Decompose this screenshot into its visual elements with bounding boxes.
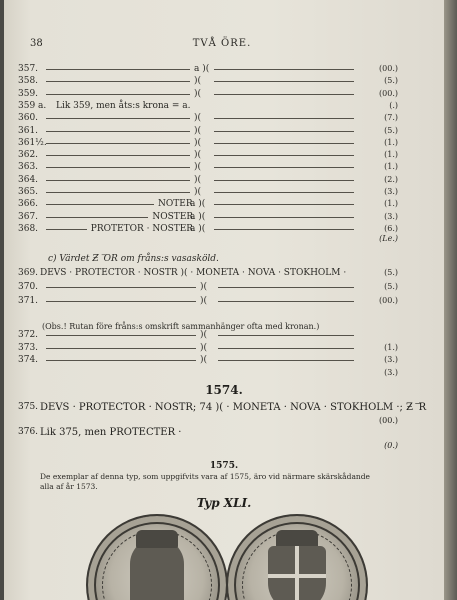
entry-376	[18, 427, 398, 441]
type-heading: Typ XLI.	[196, 496, 252, 510]
entry-value: (7.)	[384, 113, 398, 123]
entry-value: (2.)	[384, 174, 398, 184]
dotted-rule	[214, 204, 354, 205]
entry-value: (6.)	[384, 223, 398, 233]
book-page	[4, 0, 444, 600]
separator: a )(	[194, 64, 210, 74]
catalog-row	[18, 234, 398, 246]
coin-reverse-image	[226, 514, 366, 600]
year-heading-1575: 1575.	[209, 461, 239, 471]
entry-value: (3.)	[384, 187, 398, 196]
dotted-rule	[46, 143, 190, 144]
entry-number: 372.	[18, 330, 39, 340]
separator: )(	[200, 296, 208, 306]
dotted-rule	[46, 229, 87, 230]
entry-number: 357.	[18, 64, 39, 74]
dotted-rule	[218, 360, 354, 361]
separator: )(	[200, 330, 208, 340]
entry-value: (0.)	[384, 441, 398, 450]
catalog-row	[18, 199, 398, 211]
dotted-rule	[214, 81, 354, 82]
dotted-rule	[46, 69, 190, 70]
dotted-rule	[214, 217, 354, 218]
entry-number: 358.	[18, 76, 39, 87]
entry-number: 362.	[18, 150, 39, 161]
section-heading-c: c) Värdet Ƶ ͞ OR om fråns:s vasasköld.	[48, 254, 219, 264]
dotted-rule	[46, 94, 190, 95]
entry-number: 368.	[18, 223, 39, 234]
entry-text: DEVS · PROTECTOR · NOSTR )( · MONETA · NOVA · STOKHOLM ·	[40, 268, 347, 278]
catalog-row	[18, 355, 398, 367]
dotted-rule	[214, 180, 354, 181]
entry-value: (1.)	[384, 199, 398, 209]
page-title: TVÅ ÖRE.	[192, 38, 252, 49]
entry-375	[18, 402, 427, 416]
separator: )(	[194, 187, 202, 197]
separator: a )(	[190, 211, 206, 222]
entry-value: (00.)	[379, 296, 398, 305]
entry-value: (00.)	[379, 88, 398, 98]
entry-number: 361.	[18, 125, 39, 136]
dotted-rule	[46, 192, 190, 193]
entry-number: 371.	[18, 296, 39, 306]
separator: a )(	[190, 199, 206, 210]
separator: )(	[200, 342, 208, 353]
separator: )(	[194, 137, 202, 148]
obs-note: (Obs.! Rutan före fråns:s omskrift sammanhänger ofta med kronan.)	[42, 322, 320, 331]
coin-reverse	[226, 514, 368, 600]
dotted-rule	[46, 180, 190, 181]
book-spine-edge	[444, 0, 457, 600]
coin-obverse	[86, 514, 228, 600]
separator: )(	[194, 88, 202, 99]
catalog-row	[18, 113, 398, 125]
entry-number: 363.	[18, 162, 39, 173]
catalog-row	[18, 89, 398, 101]
dotted-rule	[46, 155, 190, 156]
catalog-row	[18, 187, 398, 199]
separator: )(	[200, 282, 208, 292]
catalog-row	[18, 175, 398, 187]
dotted-rule	[214, 118, 354, 119]
entry-number: 366.	[18, 199, 39, 210]
dotted-rule	[214, 69, 354, 70]
separator: )(	[194, 162, 202, 173]
catalog-row	[18, 368, 398, 380]
separator: )(	[194, 150, 202, 161]
catalog-row	[18, 101, 398, 113]
entry-value: (.)	[389, 100, 398, 110]
dotted-rule	[218, 335, 354, 336]
catalog-row	[18, 212, 398, 224]
footnote-line-1: De exemplar af denna typ, som uppgifvits vara af 1575, äro vid närmare skärskådande	[40, 472, 370, 481]
dotted-rule	[218, 287, 354, 288]
dotted-rule	[46, 348, 196, 349]
catalog-row	[18, 268, 398, 280]
dotted-rule	[46, 217, 148, 218]
catalog-row	[18, 150, 398, 162]
dotted-rule	[214, 167, 354, 168]
catalog-row	[18, 126, 398, 138]
entry-value: (3.)	[384, 367, 398, 377]
entry-text: Lik 359, men åts:s krona = a.	[56, 100, 191, 111]
entry-value: (3.)	[384, 211, 398, 221]
entry-number: 361½.	[18, 137, 47, 148]
entry-number: 367.	[18, 211, 39, 222]
entry-number: 375.	[18, 402, 39, 412]
entry-text: Lik 375, men PROTECTER ·	[40, 427, 182, 438]
entry-value: (5.)	[384, 76, 398, 86]
dotted-rule	[46, 335, 196, 336]
entry-value: (00.)	[379, 64, 398, 73]
catalog-row	[18, 138, 398, 150]
dotted-rule	[214, 94, 354, 95]
coin-obverse-image	[86, 514, 226, 600]
entry-number: 374.	[18, 355, 39, 366]
separator: )(	[194, 76, 202, 87]
dotted-rule	[214, 143, 354, 144]
dotted-rule	[46, 118, 190, 119]
entry-number: 364.	[18, 174, 39, 185]
separator: )(	[194, 174, 202, 185]
entry-value: (1.)	[384, 342, 398, 352]
catalog-row	[18, 76, 398, 88]
separator: )(	[194, 125, 202, 136]
entry-number: 373.	[18, 342, 39, 353]
catalog-row	[18, 296, 398, 308]
dotted-rule	[46, 81, 190, 82]
dotted-rule	[214, 229, 354, 230]
entry-number: 376.	[18, 427, 39, 437]
dotted-rule	[218, 348, 354, 349]
dotted-rule	[46, 360, 196, 361]
entry-value: (5.)	[384, 282, 398, 291]
catalog-row	[18, 343, 398, 355]
catalog-row	[18, 162, 398, 174]
dotted-rule	[214, 131, 354, 132]
catalog-row	[18, 330, 398, 342]
dotted-rule	[46, 167, 190, 168]
entry-number: 369.	[18, 268, 39, 278]
catalog-list	[4, 0, 444, 600]
entry-value: (1.)	[384, 137, 398, 147]
year-heading-1574: 1574.	[205, 383, 243, 397]
entry-number: 359 a.	[18, 100, 47, 111]
entry-value: (00.)	[379, 416, 398, 425]
dotted-rule	[214, 192, 354, 193]
entry-value: (1.)	[384, 162, 398, 172]
legend-text: PROTETOR · NOSTER	[90, 223, 194, 234]
dotted-rule	[46, 301, 196, 302]
separator: a )(	[190, 223, 206, 234]
catalog-row	[18, 282, 398, 294]
entry-value: (3.)	[384, 355, 398, 365]
separator: )(	[194, 113, 202, 124]
crown-icon	[136, 530, 178, 548]
dotted-rule	[214, 155, 354, 156]
legend-text: NOSTER	[152, 211, 194, 222]
entry-number: 370.	[18, 282, 39, 292]
dotted-rule	[46, 204, 154, 205]
separator: )(	[200, 355, 208, 366]
dotted-rule	[46, 287, 196, 288]
entry-value: (5.)	[384, 125, 398, 135]
dotted-rule	[46, 131, 190, 132]
entry-value: (5.)	[384, 268, 398, 277]
footnote-line-2: alla af år 1573.	[40, 482, 98, 491]
catalog-row	[18, 64, 398, 76]
page-number: 38	[30, 38, 43, 49]
legend-text: NOTER	[158, 199, 193, 210]
entry-number: 359.	[18, 88, 39, 99]
dotted-rule	[218, 301, 354, 302]
entry-number: 360.	[18, 113, 39, 124]
entry-value: (1.)	[384, 150, 398, 160]
entry-text: DEVS · PROTECTOR · NOSTR; 74 )( · MONETA · NOVA · STOKHOLM ·; Ƶ ͞ R	[40, 402, 427, 413]
entry-376-value-row	[18, 441, 398, 455]
entry-number: 365.	[18, 187, 39, 197]
entry-value: (Le.)	[379, 234, 398, 244]
